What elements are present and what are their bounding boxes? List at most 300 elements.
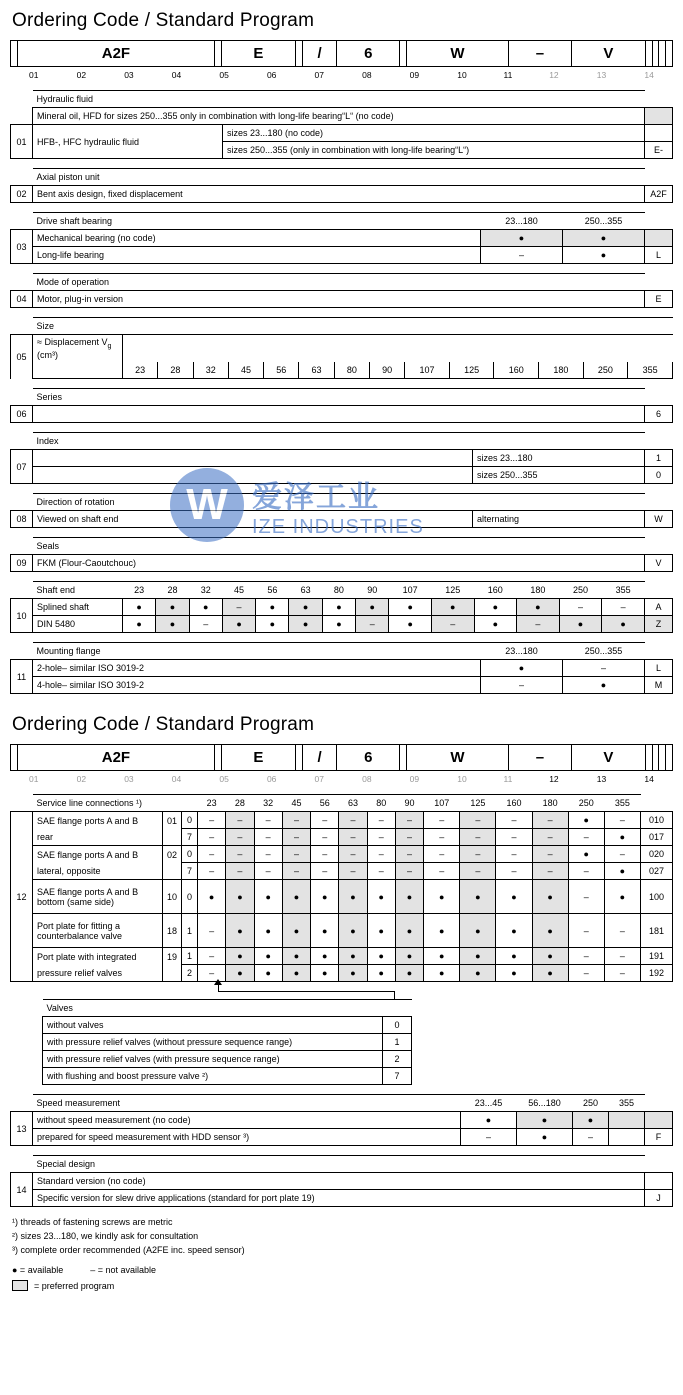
svc-r2-m10: – [496, 846, 532, 863]
svc-r4-m11: ● [532, 880, 568, 914]
svc-r7-m1: ● [226, 965, 254, 982]
section-service-line-connections [10, 794, 673, 982]
code2-cell-12 [659, 745, 666, 771]
mounting-r0-m0: ● [481, 660, 563, 677]
svc-r1-m10: – [496, 829, 532, 846]
drive-shaft-row-0-code [645, 230, 673, 247]
num2-06: 06 [266, 774, 277, 785]
svc-r1-m3: – [282, 829, 310, 846]
svc-size-125: 125 [460, 795, 496, 812]
num-03: 03 [124, 70, 134, 80]
svc-size-90: 90 [395, 795, 423, 812]
valves-r2-label: with pressure relief valves (with pressure sequence range) [43, 1051, 383, 1068]
svc-r4-m1: ● [226, 880, 254, 914]
shaft-size-160: 160 [474, 582, 517, 599]
section-index-10: 10 [11, 599, 33, 633]
table-row [11, 230, 673, 247]
code2-cell-02: A2F [17, 745, 214, 771]
hydraulic-fluid-row-1-sub: sizes 23...180 (no code) [223, 125, 645, 142]
svc-r2-m7: – [395, 846, 423, 863]
table-row [11, 91, 673, 108]
svc-r3-m0: – [198, 863, 226, 880]
svc-r5-m6: ● [367, 914, 395, 948]
svc-r2-m1: – [226, 846, 254, 863]
speed-r0-label: without speed measurement (no code) [33, 1112, 461, 1129]
shaft-r0-m0: ● [123, 599, 156, 616]
valves-r1-label: with pressure relief valves (without pressure sequence range) [43, 1034, 383, 1051]
code2-cell-09: V [571, 745, 645, 771]
table-row [43, 1068, 412, 1085]
hydraulic-fluid-row-0-code [645, 108, 673, 125]
section-index-13: 13 [11, 1112, 33, 1146]
section-hydraulic-fluid [10, 90, 673, 159]
svc-r5-m12: – [568, 914, 604, 948]
table-row [11, 1173, 673, 1190]
table-row [11, 677, 673, 694]
document-page [0, 10, 683, 1303]
code-cell-12 [659, 41, 666, 67]
table-row [11, 362, 673, 379]
size-56: 56 [264, 362, 299, 379]
mounting-row-1-label: 4-hole– similar ISO 3019-2 [33, 677, 481, 694]
speed-col-3: 355 [609, 1095, 645, 1112]
legend-available: ● = available [12, 1265, 64, 1276]
size-180: 180 [539, 362, 584, 379]
shaft-r1-m2: – [189, 616, 222, 633]
shaft-r0-m13: – [602, 599, 645, 616]
svc-r0-label: SAE flange ports A and B [33, 812, 163, 829]
section-title-shaft-end: Shaft end [33, 582, 123, 599]
shaft-size-355: 355 [602, 582, 645, 599]
table-row [43, 1051, 412, 1068]
svc-r3-m5: – [339, 863, 367, 880]
table-row [11, 274, 673, 291]
section-index-11: 11 [11, 660, 33, 694]
num2-09: 09 [409, 774, 420, 785]
section-title-index: Index [33, 433, 645, 450]
svc-r3-label: lateral, opposite [33, 863, 163, 880]
svc-r1-code: 017 [641, 829, 673, 846]
special-r1-label: Specific version for slew drive applications (standard for port plate 19) [33, 1190, 645, 1207]
section-index-05: 05 [11, 335, 33, 379]
svc-r2-label: SAE flange ports A and B [33, 846, 163, 863]
svc-r6-m0: – [198, 948, 226, 965]
ordering-code-numbers-1 [10, 69, 673, 80]
svc-r5-sub: 1 [182, 914, 198, 948]
code2-cell-08: W [406, 745, 508, 771]
speed-col-0: 23...45 [461, 1095, 517, 1112]
svc-r6-m7: ● [395, 948, 423, 965]
code2-cell-dash: – [509, 745, 572, 771]
num2-03: 03 [124, 774, 134, 785]
index-row-1-code: 0 [645, 467, 673, 484]
table-row [10, 69, 673, 80]
code2-cell-06: 6 [337, 745, 400, 771]
shaft-r0-m11: ● [517, 599, 560, 616]
section-title-mode-of-operation: Mode of operation [33, 274, 645, 291]
num2-11: 11 [503, 774, 513, 785]
svc-r1-m11: – [532, 829, 568, 846]
shaft-size-107: 107 [389, 582, 432, 599]
shaft-end-row-1-label: DIN 5480 [33, 616, 123, 633]
svc-r3-sub: 7 [182, 863, 198, 880]
size-63: 63 [299, 362, 334, 379]
svc-r1-m8: – [424, 829, 460, 846]
svc-r6-m8: ● [424, 948, 460, 965]
code2-cell-05 [295, 745, 302, 771]
svc-r3-m10: – [496, 863, 532, 880]
svc-r2-sub: 0 [182, 846, 198, 863]
table-row [11, 318, 673, 335]
table-row [11, 829, 673, 846]
svc-r3-m13: ● [604, 863, 640, 880]
svc-r1-m13: ● [604, 829, 640, 846]
svc-r0-m3: – [282, 812, 310, 829]
table-row [11, 846, 673, 863]
table-row [10, 773, 673, 784]
svc-size-80: 80 [367, 795, 395, 812]
direction-label: Viewed on shaft end [33, 511, 473, 528]
svc-r7-m12: – [568, 965, 604, 982]
shaft-r1-m7: – [356, 616, 389, 633]
svc-r4-m3: ● [282, 880, 310, 914]
mounting-col-1: 23...180 [481, 643, 563, 660]
svc-r6-sub: 1 [182, 948, 198, 965]
svc-size-56: 56 [311, 795, 339, 812]
svc-r1-m0: – [198, 829, 226, 846]
preferred-legend [12, 1280, 673, 1303]
shaft-end-row-0-label: Splined shaft [33, 599, 123, 616]
shaft-size-125: 125 [431, 582, 474, 599]
section-index-03: 03 [11, 230, 33, 264]
svc-r0-m10: – [496, 812, 532, 829]
index-row-1-label: sizes 250...355 [473, 467, 645, 484]
code-cell-05 [295, 41, 302, 67]
shaft-size-63: 63 [289, 582, 322, 599]
footnote-1: ¹) threads of fastening screws are metric [12, 1217, 173, 1228]
svc-r2-m8: – [424, 846, 460, 863]
svc-r3-m6: – [367, 863, 395, 880]
svc-r6-m3: ● [282, 948, 310, 965]
speed-r1-code: F [645, 1129, 673, 1146]
num2-14: 14 [644, 774, 654, 785]
code2-cell-11 [652, 745, 659, 771]
speed-r1-m2: – [573, 1129, 609, 1146]
svc-r1-m12: – [568, 829, 604, 846]
table-row [11, 494, 673, 511]
code-cell-08: W [406, 41, 508, 67]
code-cell-dash: – [509, 41, 572, 67]
speed-r1-m1: ● [517, 1129, 573, 1146]
mounting-r1-m0: – [481, 677, 563, 694]
code-cell-04: E [221, 41, 295, 67]
svc-size-180: 180 [532, 795, 568, 812]
size-45: 45 [228, 362, 263, 379]
table-row [11, 291, 673, 308]
svc-r6-m5: ● [339, 948, 367, 965]
svc-r2-code: 020 [641, 846, 673, 863]
speed-r0-m3 [609, 1112, 645, 1129]
svc-r2-m5: – [339, 846, 367, 863]
table-row [11, 538, 673, 555]
svc-r5-m13: – [604, 914, 640, 948]
svc-r6-m9: ● [460, 948, 496, 965]
shaft-r1-m13: ● [602, 616, 645, 633]
drive-shaft-col-1: 23...180 [481, 213, 563, 230]
size-28: 28 [158, 362, 193, 379]
hydraulic-fluid-row-0-label: Mineral oil, HFD for sizes 250...355 only in combination with long-life bearing“L“ (no code) [33, 108, 645, 125]
index-row-0-code: 1 [645, 450, 673, 467]
series-label [33, 406, 645, 423]
svc-r3-m4: – [311, 863, 339, 880]
legend-preferred: = preferred program [34, 1280, 115, 1291]
svc-r1-m4: – [311, 829, 339, 846]
table-row [11, 406, 673, 423]
hydraulic-fluid-row-2-sub: sizes 250...355 (only in combination with long-life bearing“L“) [223, 142, 645, 159]
shaft-r1-m1: ● [156, 616, 189, 633]
table-row [11, 1156, 673, 1173]
svc-r5-m7: ● [395, 914, 423, 948]
svc-r6-label: Port plate with integrated [33, 948, 163, 965]
shaft-r0-m2: ● [189, 599, 222, 616]
section-index-12: 12 [11, 812, 33, 982]
svc-r6-m1: ● [226, 948, 254, 965]
hydraulic-fluid-row-1-label: HFB-, HFC hydraulic fluid [33, 125, 223, 159]
table-row [11, 41, 673, 67]
svc-r4-m9: ● [460, 880, 496, 914]
valves-r3-code: 7 [383, 1068, 412, 1085]
num2-10: 10 [457, 774, 467, 785]
size-160: 160 [494, 362, 539, 379]
svc-r0-sub: 0 [182, 812, 198, 829]
section-title-speed-measurement: Speed measurement [33, 1095, 461, 1112]
size-80: 80 [334, 362, 369, 379]
svc-r6-m10: ● [496, 948, 532, 965]
svc-r7-code: 192 [641, 965, 673, 982]
shaft-r0-m7: ● [356, 599, 389, 616]
svc-size-107: 107 [424, 795, 460, 812]
section-index-06: 06 [11, 406, 33, 423]
svc-r5-code: 181 [641, 914, 673, 948]
mode-of-operation-label: Motor, plug-in version [33, 291, 645, 308]
table-row [11, 616, 673, 633]
num2-13: 13 [596, 774, 607, 785]
svc-r5-m2: ● [254, 914, 282, 948]
section-title-series: Series [33, 389, 645, 406]
page-title-2: Ordering Code / Standard Program [12, 714, 315, 736]
table-row [43, 1017, 412, 1034]
watermark-logo: W [170, 468, 244, 542]
watermark-english: IZE INDUSTRIES [252, 515, 424, 538]
section-axial-piston-unit [10, 168, 673, 203]
table-row [11, 433, 673, 450]
svc-r0-num: 01 [163, 812, 182, 829]
svc-r3-m11: – [532, 863, 568, 880]
num2-01: 01 [29, 774, 39, 785]
svc-r6-code: 191 [641, 948, 673, 965]
code-cell-06: 6 [337, 41, 400, 67]
code2-cell-04: E [221, 745, 295, 771]
num2-08: 08 [362, 774, 372, 785]
svc-r4-m7: ● [395, 880, 423, 914]
section-shaft-end [10, 581, 673, 633]
shaft-r1-code: Z [645, 616, 673, 633]
valves-r1-code: 1 [383, 1034, 412, 1051]
svc-r7-m5: ● [339, 965, 367, 982]
svc-r5-m1: ● [226, 914, 254, 948]
shaft-r0-m1: ● [156, 599, 189, 616]
section-index-08: 08 [11, 511, 33, 528]
svc-r1-m9: – [460, 829, 496, 846]
section-index-01: 01 [11, 125, 33, 159]
svc-size-45: 45 [282, 795, 310, 812]
section-index-07: 07 [11, 450, 33, 484]
mounting-r0-m1: – [563, 660, 645, 677]
size-displacement-label: ≈ Displacement $V_g$ (cm³) [33, 335, 123, 362]
table-row [11, 795, 673, 812]
svc-r7-m8: ● [424, 965, 460, 982]
size-125: 125 [449, 362, 494, 379]
svc-r4-m2: ● [254, 880, 282, 914]
svc-r1-sub: 7 [182, 829, 198, 846]
shaft-r0-m8: ● [389, 599, 432, 616]
valves-r0-label: without valves [43, 1017, 383, 1034]
num-14: 14 [644, 70, 654, 80]
num-07: 07 [314, 70, 324, 80]
section-title-valves: Valves [43, 1000, 412, 1017]
section-series [10, 388, 673, 423]
svc-r6-num: 19 [163, 948, 182, 965]
svc-r6-m12: – [568, 948, 604, 965]
num-04: 04 [171, 70, 182, 80]
svc-r1-m7: – [395, 829, 423, 846]
mounting-col-2: 250...355 [563, 643, 645, 660]
axial-piston-code: A2F [645, 186, 673, 203]
svc-r2-m11: – [532, 846, 568, 863]
drive-shaft-row-0-mark-0: ● [481, 230, 563, 247]
shaft-r1-m12: ● [559, 616, 602, 633]
svc-r5-m11: ● [532, 914, 568, 948]
num2-05: 05 [219, 774, 229, 785]
table-row [11, 643, 673, 660]
table-row [11, 511, 673, 528]
svc-r4-m13: ● [604, 880, 640, 914]
svc-r4-m8: ● [424, 880, 460, 914]
shaft-r0-code: A [645, 599, 673, 616]
footnote-3: ³) complete order recommended (A2FE inc. speed sensor) [12, 1245, 245, 1256]
num-01: 01 [29, 70, 39, 80]
num-11: 11 [503, 70, 513, 80]
svc-r1-m2: – [254, 829, 282, 846]
svc-r2-m13: – [604, 846, 640, 863]
table-row [11, 555, 673, 572]
valves-r2-code: 2 [383, 1051, 412, 1068]
table-row [11, 965, 673, 982]
valves-connector [218, 991, 673, 999]
svc-r2-m3: – [282, 846, 310, 863]
num-02: 02 [76, 70, 87, 80]
table-row [11, 880, 673, 914]
speed-r1-m3 [609, 1129, 645, 1146]
size-32: 32 [193, 362, 228, 379]
svc-r7-m7: ● [395, 965, 423, 982]
table-row [11, 745, 673, 771]
table-row [11, 863, 673, 880]
svc-r7-m10: ● [496, 965, 532, 982]
section-speed-measurement [10, 1094, 673, 1146]
speed-col-1: 56...180 [517, 1095, 573, 1112]
svc-r5-m4: ● [311, 914, 339, 948]
seals-code: V [645, 555, 673, 572]
table-row [11, 125, 673, 142]
table-row [11, 450, 673, 467]
section-seals [10, 537, 673, 572]
section-title-service-line: Service line connections ¹) [33, 795, 182, 812]
shaft-r1-m5: ● [289, 616, 322, 633]
seals-label: FKM (Flour-Caoutchouc) [33, 555, 645, 572]
svc-r0-m4: – [311, 812, 339, 829]
table-row [11, 108, 673, 125]
svc-r4-num: 10 [163, 880, 182, 914]
section-title-drive-shaft-bearing: Drive shaft bearing [33, 213, 481, 230]
svc-size-355: 355 [604, 795, 640, 812]
num2-07: 07 [314, 774, 324, 785]
table-row [11, 335, 673, 362]
code-cell-slash: / [302, 41, 337, 67]
shaft-size-180: 180 [517, 582, 560, 599]
shaft-size-23: 23 [123, 582, 156, 599]
svc-r1-m6: – [367, 829, 395, 846]
section-index-02: 02 [11, 186, 33, 203]
table-row [11, 467, 673, 484]
code2-cell-10 [645, 745, 652, 771]
shaft-size-45: 45 [222, 582, 255, 599]
svc-r3-m12: – [568, 863, 604, 880]
svc-size-23: 23 [198, 795, 226, 812]
section-title-special-design: Special design [33, 1156, 645, 1173]
shaft-r1-m9: – [431, 616, 474, 633]
svc-size-250: 250 [568, 795, 604, 812]
table-row [11, 186, 673, 203]
section-mounting-flange [10, 642, 673, 694]
hydraulic-fluid-row-1-code [645, 125, 673, 142]
svc-r0-m12: ● [568, 812, 604, 829]
svc-r2-m9: – [460, 846, 496, 863]
shaft-size-90: 90 [356, 582, 389, 599]
ordering-code-bar-2 [10, 744, 673, 771]
svc-r5-m9: ● [460, 914, 496, 948]
svc-r7-m13: – [604, 965, 640, 982]
table-row [11, 1129, 673, 1146]
speed-col-2: 250 [573, 1095, 609, 1112]
ordering-code-bar-1 [10, 40, 673, 67]
table-row [11, 914, 673, 948]
code2-cell-01 [11, 745, 18, 771]
svc-r7-m2: ● [254, 965, 282, 982]
code2-cell-slash: / [302, 745, 337, 771]
table-row [11, 660, 673, 677]
svc-r4-code: 100 [641, 880, 673, 914]
svc-r2-m6: – [367, 846, 395, 863]
hydraulic-fluid-row-2-code: E- [645, 142, 673, 159]
section-title-mounting-flange: Mounting flange [33, 643, 481, 660]
section-special-design [10, 1155, 673, 1207]
table-row [11, 247, 673, 264]
shaft-r1-m11: – [517, 616, 560, 633]
shaft-r0-m4: ● [256, 599, 289, 616]
svc-r7-m6: ● [367, 965, 395, 982]
svc-r6-m11: ● [532, 948, 568, 965]
